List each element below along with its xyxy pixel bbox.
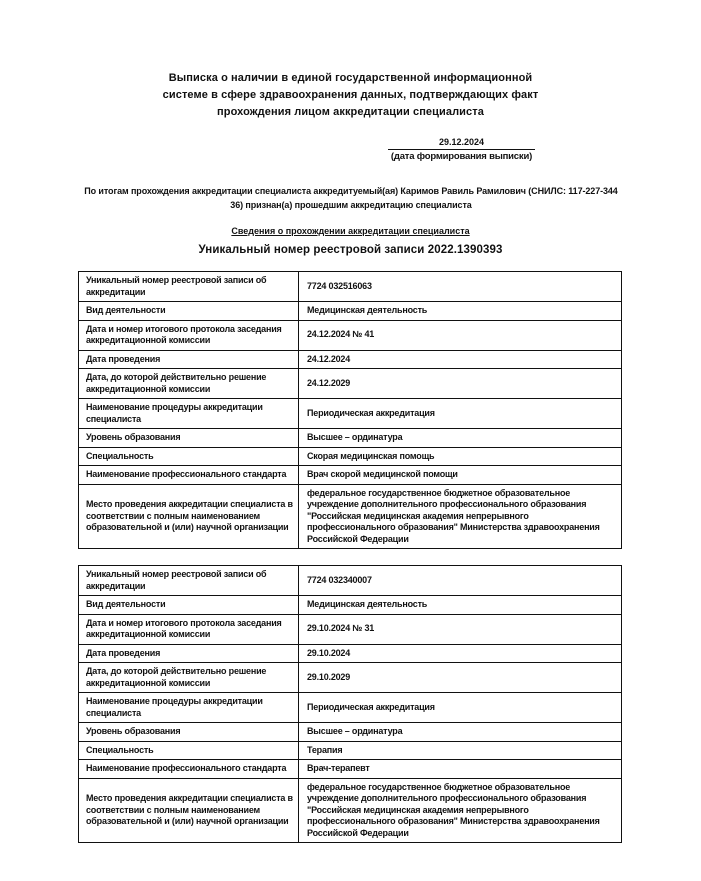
row-label: Наименование профессионального стандарта [79,760,299,779]
row-value: Скорая медицинская помощь [299,447,622,466]
table-row [79,760,622,779]
table-row [79,644,622,663]
row-label: Уникальный номер реестровой записи об аккредитации [79,272,299,302]
row-label: Дата, до которой действительно решение аккредитационной комиссии [79,369,299,399]
row-label: Наименование процедуры аккредитации специалиста [79,693,299,723]
row-value: 7724 032516063 [299,272,622,302]
row-value: 29.10.2024 [299,644,622,663]
intro-paragraph: По итогам прохождения аккредитации специалиста аккредитуемый(ая) Каримов Равиль Рамилович (СНИЛС: 117-227-344 36) признан(а) прошедшим аккредитацию специалиста [84,186,618,210]
row-label: Уровень образования [79,723,299,742]
row-label: Уровень образования [79,429,299,448]
row-value: Терапия [299,741,622,760]
row-value: федеральное государственное бюджетное образовательное учреждение дополнительного профессионального образования "Российская медицинская академия непрерывного профессионального образования" Министерства здравоохранения Российской Федерации [299,778,622,843]
row-label: Дата и номер итогового протокола заседания аккредитационной комиссии [79,320,299,350]
table-row [79,663,622,693]
table-row [79,302,622,321]
row-value: Врач скорой медицинской помощи [299,466,622,485]
table-row [79,399,622,429]
table-row [79,429,622,448]
title-line: системе в сфере здравоохранения данных, подтверждающих факт [162,89,539,101]
row-value: Медицинская деятельность [299,302,622,321]
table-row [79,272,622,302]
row-label: Вид деятельности [79,596,299,615]
row-label: Дата проведения [79,644,299,663]
row-value: федеральное государственное бюджетное образовательное учреждение дополнительного профессионального образования "Российская медицинская академия непрерывного профессионального образования" Министерства здравоохранения Российской Федерации [299,484,622,549]
table-row [79,614,622,644]
row-label: Специальность [79,447,299,466]
formation-date [388,137,535,162]
formation-date-caption: (дата формирования выписки) [390,151,533,162]
row-label: Дата проведения [79,350,299,369]
table-row [79,369,622,399]
formation-date-value: 29.12.2024 [388,137,535,150]
registry-number-title: Уникальный номер реестровой записи 2022.1390393 [198,244,503,256]
accreditation-table-2 [78,565,622,843]
row-value: Высшее – ординатура [299,429,622,448]
row-label: Наименование процедуры аккредитации специалиста [79,399,299,429]
row-value: Врач-терапевт [299,760,622,779]
row-value: Высшее – ординатура [299,723,622,742]
row-value: 24.12.2029 [299,369,622,399]
row-value: 29.10.2029 [299,663,622,693]
row-value: Периодическая аккредитация [299,399,622,429]
row-value: Медицинская деятельность [299,596,622,615]
table-row [79,566,622,596]
table-row [79,350,622,369]
row-label: Дата и номер итогового протокола заседания аккредитационной комиссии [79,614,299,644]
document-title [0,70,701,121]
row-value: 29.10.2024 № 31 [299,614,622,644]
row-value: Периодическая аккредитация [299,693,622,723]
table-row [79,723,622,742]
table-row [79,447,622,466]
row-value: 7724 032340007 [299,566,622,596]
table-row [79,778,622,843]
table-row [79,320,622,350]
table-row [79,741,622,760]
row-label: Место проведения аккредитации специалиста в соответствии с полным наименованием образовательной и (или) научной организации [79,484,299,549]
row-value: 24.12.2024 [299,350,622,369]
table-row [79,466,622,485]
accreditation-table-1 [78,271,622,549]
title-line: Выписка о наличии в единой государственной информационной [168,72,533,84]
row-label: Наименование профессионального стандарта [79,466,299,485]
row-label: Специальность [79,741,299,760]
section-header: Сведения о прохождении аккредитации специалиста [231,226,470,236]
title-line: прохождения лицом аккредитации специалиста [217,106,484,118]
row-label: Место проведения аккредитации специалиста в соответствии с полным наименованием образовательной и (или) научной организации [79,778,299,843]
table-row [79,484,622,549]
row-label: Дата, до которой действительно решение аккредитационной комиссии [79,663,299,693]
row-value: 24.12.2024 № 41 [299,320,622,350]
table-row [79,693,622,723]
row-label: Уникальный номер реестровой записи об аккредитации [79,566,299,596]
row-label: Вид деятельности [79,302,299,321]
table-row [79,596,622,615]
